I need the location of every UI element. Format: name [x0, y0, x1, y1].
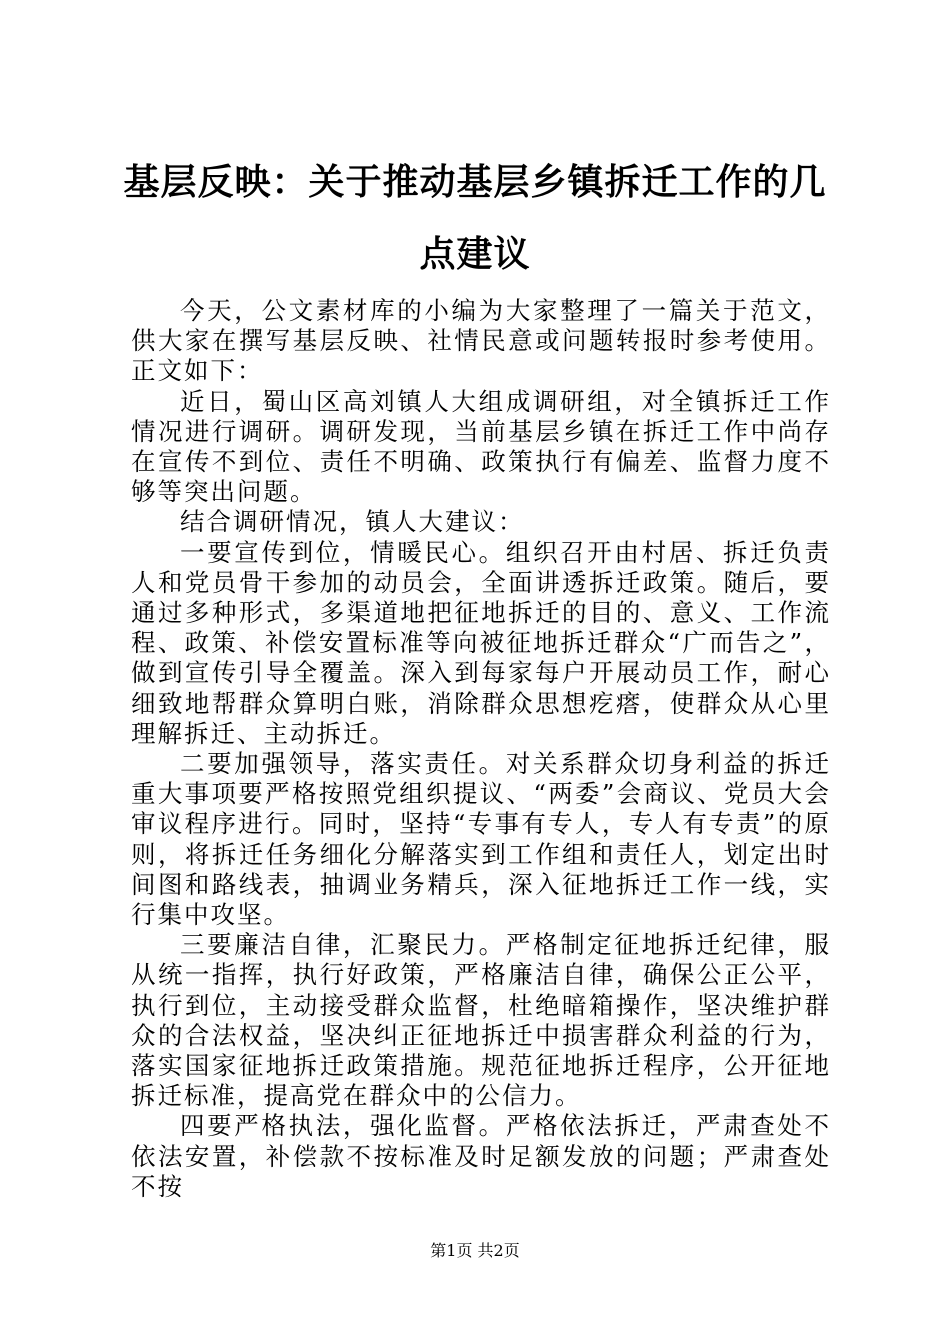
document-body [131, 296, 831, 1202]
paragraph-point-four: 四要严格执法，强化监督。严格依法拆迁，严肃查处不依法安置，补偿款不按标准及时足额发放的问题；严肃查处不按 [131, 1111, 831, 1201]
paragraph-suggestion-lead: 结合调研情况，镇人大建议： [180, 507, 525, 537]
document-title: 基层反映：关于推动基层乡镇拆迁工作的几点建议 [123, 161, 827, 275]
paragraph-survey: 近日，蜀山区高刘镇人大组成调研组，对全镇拆迁工作情况进行调研。调研发现，当前基层乡镇在拆迁工作中尚存在宣传不到位、责任不明确、政策执行有偏差、监督力度不够等突出问题。 [131, 386, 831, 507]
paragraph-point-one: 一要宣传到位，情暖民心。组织召开由村居、拆迁负责人和党员骨干参加的动员会，全面讲透拆迁政策。随后，要通过多种形式，多渠道地把征地拆迁的目的、意义、工作流程、政策、补偿安置标准等向被征地拆迁群众“广而告之”，做到宣传引导全覆盖。深入到每家每户开展动员工作，耐心细致地帮群众算明白账，消除群众思想疙瘩，使群众从心里理解拆迁、主动拆迁。 [131, 537, 831, 748]
page-number-footer: 第1页 共2页 [430, 1241, 520, 1260]
paragraph-point-three: 三要廉洁自律，汇聚民力。严格制定征地拆迁纪律，服从统一指挥，执行好政策，严格廉洁自律，确保公正公平，执行到位，主动接受群众监督，杜绝暗箱操作，坚决维护群众的合法权益，坚决纠正征地拆迁中损害群众利益的行为，落实国家征地拆迁政策措施。规范征地拆迁程序，公开征地拆迁标准，提高党在群众中的公信力。 [131, 930, 831, 1111]
paragraph-point-two: 二要加强领导，落实责任。对关系群众切身利益的拆迁重大事项要严格按照党组织提议、“两委”会商议、党员大会审议程序进行。同时，坚持“专事有专人，专人有专责”的原则，将拆迁任务细化分解落实到工作组和责任人，划定出时间图和路线表，抽调业务精兵，深入征地拆迁工作一线，实行集中攻坚。 [131, 749, 831, 930]
paragraph-intro: 今天，公文素材库的小编为大家整理了一篇关于范文，供大家在撰写基层反映、社情民意或问题转报时参考使用。正文如下： [131, 296, 831, 386]
